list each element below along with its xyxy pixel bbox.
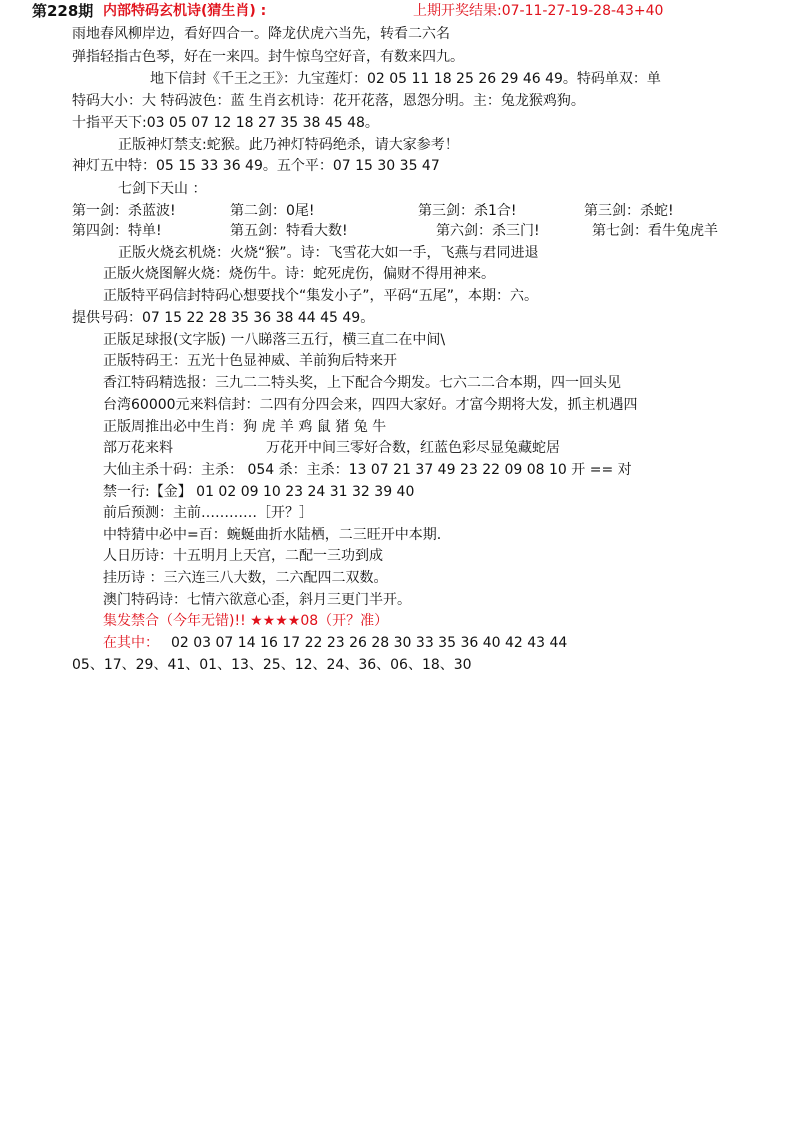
text-line: 地下信封《千王之王》：九宝莲灯：02 05 11 18 25 26 29 46 49。特码单双：单 [150,71,661,87]
text-line: 正版火烧玄机烧：火烧“猴”。诗：飞雪花大如一手，飞燕与君同进退 [118,245,539,261]
text-line: 正版火烧图解火烧：烧伤牛。诗：蛇死虎伤，偏财不得用神来。 [103,266,495,282]
in-label: 在其中： [103,635,159,651]
issue-number: 第228期 [32,2,94,20]
text-line: 前后预测：主前…………［开？］ [103,505,313,521]
text-line: 神灯五中特：05 15 33 36 49。五个平：07 15 30 35 47 [72,158,440,174]
in-numbers: 02 03 07 14 16 17 22 23 26 28 30 33 35 36 40 42 43 44 [171,635,568,651]
text-line: 禁一行:【金】 01 02 09 10 23 24 31 32 39 40 [103,484,415,500]
text-line: 提供号码：07 15 22 28 35 36 38 44 45 49。 [72,310,375,326]
flower-text: 万花开中间三零好合数，红蓝色彩尽显兔藏蛇居 [266,440,560,456]
text-line: 十指平天下:03 05 07 12 18 27 35 38 45 48。 [72,115,379,131]
text-line: 中特猜中必中=百：蜿蜒曲折水陆栖，二三旺开中本期. [103,527,442,543]
result-numbers: 07-11-27-19-28-43+40 [501,3,664,19]
flower-label: 部万花来料 [103,440,173,456]
text-line: 人日历诗：十五明月上天宫，二配一三功到成 [103,548,383,564]
text-line: 正版周推出必中生肖：狗 虎 羊 鸡 鼠 猪 兔 牛 [103,419,387,435]
result-label: 上期开奖结果: [413,3,502,19]
section-heading: 七剑下天山 ： [118,181,207,197]
text-line: 正版足球报(文字版) 一八睇落三五行，横三直二在中间\ [103,332,446,348]
highlight-line: 集发禁合（今年无错)!! ★★★★08（开？准） [103,613,389,629]
poem-line: 雨地春风柳岸边，看好四合一。降龙伏虎六当先，转看二六名 [72,26,450,42]
sword-item: 第二剑：0尾! [230,203,315,219]
sword-item: 第五剑：特看大数! [230,223,348,239]
sword-item: 第三剑：杀1合! [418,203,517,219]
text-line: 正版神灯禁支:蛇猴。此乃神灯特码绝杀，请大家参考！ [118,137,459,153]
sword-item: 第七剑：看牛兔虎羊 [592,223,718,239]
text-line: 正版特码王：五光十色显神威、羊前狗后特来开 [103,353,397,369]
header-title: 内部特码玄机诗(猜生肖) : [103,3,267,19]
text-line: 大仙主杀十码：主杀： 054 杀：主杀：13 07 21 37 49 23 22 09 08 10 开 == 对 [103,462,632,478]
text-line: 台湾60000元来料信封：二四有分四会来，四四大家好。才富今期将大发，抓主机遇四 [103,397,638,413]
sword-item: 第六剑：杀三门! [436,223,540,239]
text-line: 正版特平码信封特码心想要找个“集发小子”，平码“五尾”，本期：六。 [103,288,539,304]
sword-item: 第三剑：杀蛇! [584,203,674,219]
text-line: 特码大小：大 特码波色：蓝 生肖玄机诗：花开花落，恩怨分明。主：兔龙猴鸡狗。 [72,93,585,109]
text-line: 挂历诗 ：三六连三八大数，二六配四二双数。 [103,570,388,586]
text-line: 澳门特码诗：七情六欲意心歪，斜月三更门半开。 [103,592,411,608]
sword-item: 第一剑：杀蓝波! [72,203,176,219]
poem-line: 弹指轻指古色琴，好在一来四。封牛惊鸟空好音，有数来四九。 [72,49,464,65]
text-line: 香江特码精选报：三九二二特头奖，上下配合今期发。七六二二合本期，四一回头见 [103,375,621,391]
sword-item: 第四剑：特单! [72,223,162,239]
number-sequence: 05、17、29、41、01、13、25、12、24、36、06、18、30 [72,657,472,673]
in-numbers-line [103,634,567,652]
last-result [413,2,663,22]
